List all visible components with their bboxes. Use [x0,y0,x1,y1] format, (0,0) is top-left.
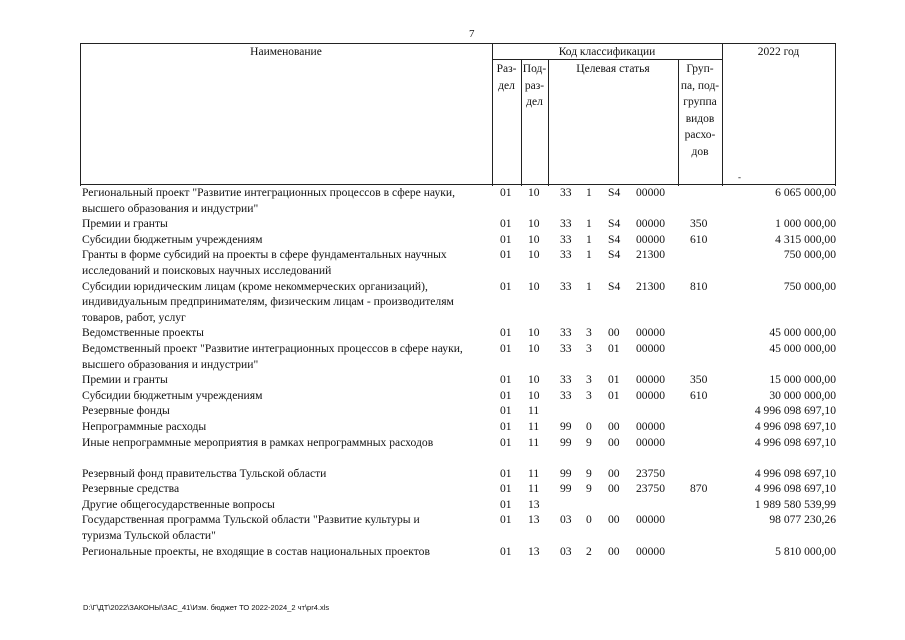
row-cs1: 99 [560,435,572,449]
row-razdel: 01 [500,326,512,340]
row-cs2: 3 [586,326,592,340]
row-cs1: 33 [560,341,572,355]
row-razdel: 01 [500,419,512,433]
row-cs2: 3 [586,388,592,402]
row-name: Региональные проекты, не входящие в состав национальных проектов [82,544,430,558]
table-row [80,544,840,560]
row-amount: 4 996 098 697,10 [754,482,836,496]
row-amount: 5 810 000,00 [775,544,836,558]
row-podrazdel: 10 [528,341,540,355]
row-name: Субсидии бюджетным учреждениям [82,232,263,246]
row-cs1: 33 [560,186,572,199]
row-razdel: 01 [500,186,512,199]
row-cs1: 33 [560,388,572,402]
row-cs4: 00000 [636,186,665,199]
row-amount: 98 077 230,26 [769,513,836,527]
row-cs3: 01 [608,388,620,402]
row-name: Резервные фонды [82,404,170,418]
row-razdel: 01 [500,513,512,527]
header-podrazdel: Под- раз- дел [522,63,547,108]
row-cs4: 00000 [636,544,665,558]
row-cs4: 00000 [636,232,665,246]
row-cs2: 3 [586,341,592,355]
header-target-article: Целевая статья [576,63,650,75]
row-name: Резервный фонд правительства Тульской области [82,466,327,480]
row-podrazdel: 13 [528,513,540,527]
table-row [80,419,840,435]
table-row [80,466,840,482]
row-podrazdel: 11 [528,419,540,433]
row-amount: 4 996 098 697,10 [754,419,836,433]
row-razdel: 01 [500,497,512,511]
row-cs4: 00000 [636,326,665,340]
row-amount: 6 065 000,00 [775,186,836,199]
row-group: 610 [690,388,708,402]
row-name: Государственная программа Тульской области "Развитие культуры и туризма Тульской области" [82,513,420,543]
row-amount: 15 000 000,00 [769,373,836,387]
row-name: Гранты в форме субсидий на проекты в сфере фундаментальных научных исследований и поисковых научных исследований [82,248,447,277]
row-cs2: 1 [586,186,592,199]
row-podrazdel: 10 [528,388,540,402]
row-cs3: 00 [608,482,620,496]
row-cs3: 01 [608,341,620,355]
header-tick-mark: - [738,172,741,182]
row-cs4: 21300 [636,279,665,293]
row-cs1: 33 [560,326,572,340]
row-podrazdel: 10 [528,279,540,293]
row-podrazdel: 11 [528,482,540,496]
row-amount: 750 000,00 [783,248,836,262]
row-group: 610 [690,232,708,246]
table-body [80,185,840,559]
row-razdel: 01 [500,279,512,293]
header-name: Наименование [250,46,322,58]
row-razdel: 01 [500,466,512,480]
row-cs1: 33 [560,217,572,231]
header-razdel: Раз- дел [496,63,517,92]
row-razdel: 01 [500,544,512,558]
row-name: Премии и гранты [82,373,168,387]
row-podrazdel: 10 [528,232,540,246]
row-cs4: 21300 [636,248,665,262]
row-razdel: 01 [500,373,512,387]
row-cs3: 00 [608,419,620,433]
table-row [80,279,840,326]
row-razdel: 01 [500,232,512,246]
row-cs2: 0 [586,419,592,433]
row-cs4: 00000 [636,513,665,527]
row-cs3: S4 [608,186,621,199]
row-name: Резервные средства [82,482,180,496]
row-podrazdel: 10 [528,373,540,387]
row-cs1: 99 [560,482,572,496]
row-name: Другие общегосударственные вопросы [82,497,275,511]
row-razdel: 01 [500,217,512,231]
table-row [80,216,840,232]
table-row [80,325,840,341]
row-cs1: 33 [560,373,572,387]
row-cs1: 03 [560,513,572,527]
row-razdel: 01 [500,248,512,262]
row-cs3: S4 [608,279,621,293]
row-podrazdel: 11 [528,404,540,418]
row-podrazdel: 10 [528,217,540,231]
header-classification-code: Код классификации [558,46,656,58]
row-podrazdel: 13 [528,544,540,558]
row-cs3: 00 [608,435,620,449]
row-amount: 4 996 098 697,10 [754,404,836,418]
row-amount: 1 000 000,00 [775,217,836,231]
row-podrazdel: 13 [528,497,540,511]
table-row [80,372,840,388]
row-cs2: 9 [586,435,592,449]
table-row [80,388,840,404]
row-name: Ведомственные проекты [82,326,204,340]
row-name: Премии и гранты [82,217,168,231]
table-row [80,481,840,497]
row-cs1: 03 [560,544,572,558]
row-cs1: 99 [560,419,572,433]
row-cs3: S4 [608,217,621,231]
row-group: 870 [690,482,708,496]
row-group: 810 [690,279,708,293]
row-name: Региональный проект "Развитие интеграционных процессов в сфере науки, высшего образования и индустрии" [82,186,456,215]
row-cs3: 00 [608,326,620,340]
row-cs2: 9 [586,482,592,496]
row-cs1: 99 [560,466,572,480]
row-cs4: 00000 [636,435,665,449]
row-cs3: S4 [608,232,621,246]
table-row [80,512,840,543]
header-group: Груп- па, под- группа видов расхо- дов [680,63,720,158]
row-cs4: 23750 [636,466,665,480]
row-cs3: S4 [608,248,621,262]
row-amount: 4 996 098 697,10 [754,435,836,449]
row-amount: 45 000 000,00 [769,341,836,355]
table-row [80,185,840,216]
header-year: 2022 год [757,46,800,58]
row-group: 350 [690,217,708,231]
row-amount: 45 000 000,00 [769,326,836,340]
row-group: 350 [690,373,708,387]
footer-file-path: D:\Г\ДТ\2022\ЗАКОНЫ\ЗАС_41\Изм. бюджет ТО 2022-2024_2 чт\pr4.xls [83,603,330,612]
row-cs4: 00000 [636,217,665,231]
table-row [80,403,840,419]
row-cs2: 2 [586,544,592,558]
row-cs2: 1 [586,248,592,262]
row-razdel: 01 [500,388,512,402]
row-podrazdel: 10 [528,326,540,340]
row-razdel: 01 [500,341,512,355]
row-amount: 750 000,00 [783,279,836,293]
row-name: Непрограммные расходы [82,419,207,433]
row-cs2: 9 [586,466,592,480]
row-name: Субсидии бюджетным учреждениям [82,388,263,402]
table-row [80,232,840,248]
row-cs2: 0 [586,513,592,527]
table-row [80,341,840,372]
row-cs4: 00000 [636,388,665,402]
row-podrazdel: 10 [528,186,540,199]
row-name: Иные непрограммные мероприятия в рамках непрограммных расходов [82,435,434,449]
row-razdel: 01 [500,435,512,449]
row-cs4: 00000 [636,341,665,355]
row-amount: 4 315 000,00 [775,232,836,246]
row-podrazdel: 10 [528,248,540,262]
row-razdel: 01 [500,482,512,496]
row-cs4: 00000 [636,419,665,433]
row-cs4: 23750 [636,482,665,496]
row-razdel: 01 [500,404,512,418]
row-name: Ведомственный проект "Развитие интеграционных процессов в сфере науки, высшего образования и индустрии" [82,341,463,371]
row-cs4: 00000 [636,373,665,387]
table-row [80,435,840,466]
row-amount: 30 000 000,00 [769,388,836,402]
table-row [80,497,840,513]
row-cs3: 01 [608,373,620,387]
row-cs2: 3 [586,373,592,387]
page-number: 7 [469,28,475,40]
row-cs3: 00 [608,544,620,558]
row-cs1: 33 [560,232,572,246]
row-cs2: 1 [586,232,592,246]
row-cs1: 33 [560,279,572,293]
row-cs2: 1 [586,279,592,293]
row-podrazdel: 11 [528,466,540,480]
row-amount: 1 989 580 539,99 [754,497,836,511]
row-cs3: 00 [608,466,620,480]
row-cs2: 1 [586,217,592,231]
table-row [80,247,840,278]
row-name: Субсидии юридическим лицам (кроме некоммерческих организаций), индивидуальным предпринимателям, физическим лицам - производителям товаров, работ, услуг [82,279,454,324]
row-cs1: 33 [560,248,572,262]
table-header [80,43,836,185]
row-podrazdel: 11 [528,435,540,449]
row-cs3: 00 [608,513,620,527]
row-amount: 4 996 098 697,10 [754,466,836,480]
